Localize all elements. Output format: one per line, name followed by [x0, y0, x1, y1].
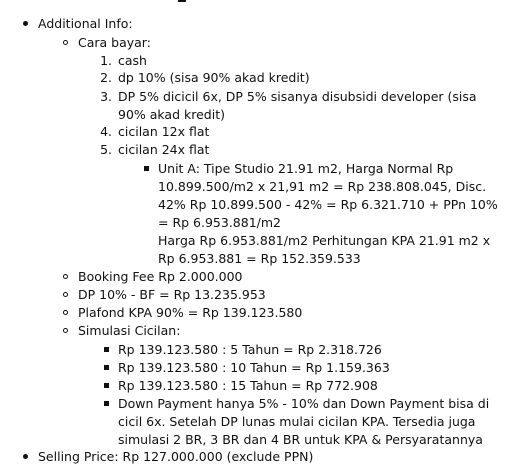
top-divider-fragment: [178, 0, 186, 2]
unit-a-line: 10.899.500/m2 x 21,91 m2 = Rp 238.808.045, Disc.: [158, 179, 487, 194]
bullet-circle: [63, 292, 68, 297]
plafond-item: Plafond KPA 90% = Rp 139.123.580: [78, 305, 303, 320]
cara-bayar-heading: Cara bayar:: [78, 35, 151, 50]
list-number: 3.: [100, 89, 112, 104]
booking-fee-item: Booking Fee Rp 2.000.000: [78, 269, 243, 284]
bullet-square: [104, 347, 109, 352]
bullet-square: [104, 365, 109, 370]
payment-method-item: cicilan 24x flat: [118, 142, 210, 157]
bullet-circle: [63, 310, 68, 315]
unit-a-line: Rp 6.953.881 = Rp 152.359.533: [158, 251, 361, 266]
unit-a-line: Unit A: Tipe Studio 21.91 m2, Harga Normal Rp: [158, 161, 454, 176]
additional-info-heading: Additional Info:: [38, 16, 133, 31]
dp-bf-item: DP 10% - BF = Rp 13.235.953: [78, 287, 266, 302]
simulation-item: Rp 139.123.580 : 5 Tahun = Rp 2.318.726: [118, 342, 382, 357]
payment-method-item: DP 5% dicicil 6x, DP 5% sisanya disubsidi developer (sisa: [118, 89, 477, 104]
list-number: 5.: [100, 142, 112, 157]
payment-method-item: cash: [118, 53, 147, 68]
unit-a-line: = Rp 6.953.881/m2: [158, 215, 281, 230]
payment-method-item-continued: 90% akad kredit): [118, 107, 225, 122]
selling-price-item: Selling Price: Rp 127.000.000 (exclude PPN): [38, 449, 314, 464]
unit-a-line: Harga Rp 6.953.881/m2 Perhitungan KPA 21.91 m2 x: [158, 233, 491, 248]
down-payment-line: simulasi 2 BR, 3 BR dan 4 BR untuk KPA & Persyaratannya: [118, 432, 483, 447]
down-payment-line: Down Payment hanya 5% - 10% dan Down Payment bisa di: [118, 396, 490, 411]
simulation-item: Rp 139.123.580 : 15 Tahun = Rp 772.908: [118, 378, 378, 393]
down-payment-line: cicil 6x. Setelah DP lunas mulai cicilan KPA. Tersedia juga: [118, 414, 476, 429]
list-number: 4.: [100, 124, 112, 139]
payment-method-item: dp 10% (sisa 90% akad kredit): [118, 70, 310, 85]
list-number: 1.: [100, 53, 112, 68]
unit-a-line: 42% Rp 10.899.500 - 42% = Rp 6.321.710 + PPn 10%: [158, 197, 498, 212]
simulasi-heading: Simulasi Cicilan:: [78, 323, 181, 338]
bullet-square: [104, 383, 109, 388]
bullet-square: [104, 401, 109, 406]
bullet-disc: [23, 454, 28, 459]
bullet-circle: [63, 40, 68, 45]
payment-method-item: cicilan 12x flat: [118, 124, 210, 139]
simulation-item: Rp 139.123.580 : 10 Tahun = Rp 1.159.363: [118, 360, 390, 375]
bullet-disc: [23, 21, 28, 26]
bullet-square: [144, 166, 149, 171]
bullet-circle: [63, 274, 68, 279]
bullet-circle: [63, 328, 68, 333]
list-number: 2.: [100, 70, 112, 85]
